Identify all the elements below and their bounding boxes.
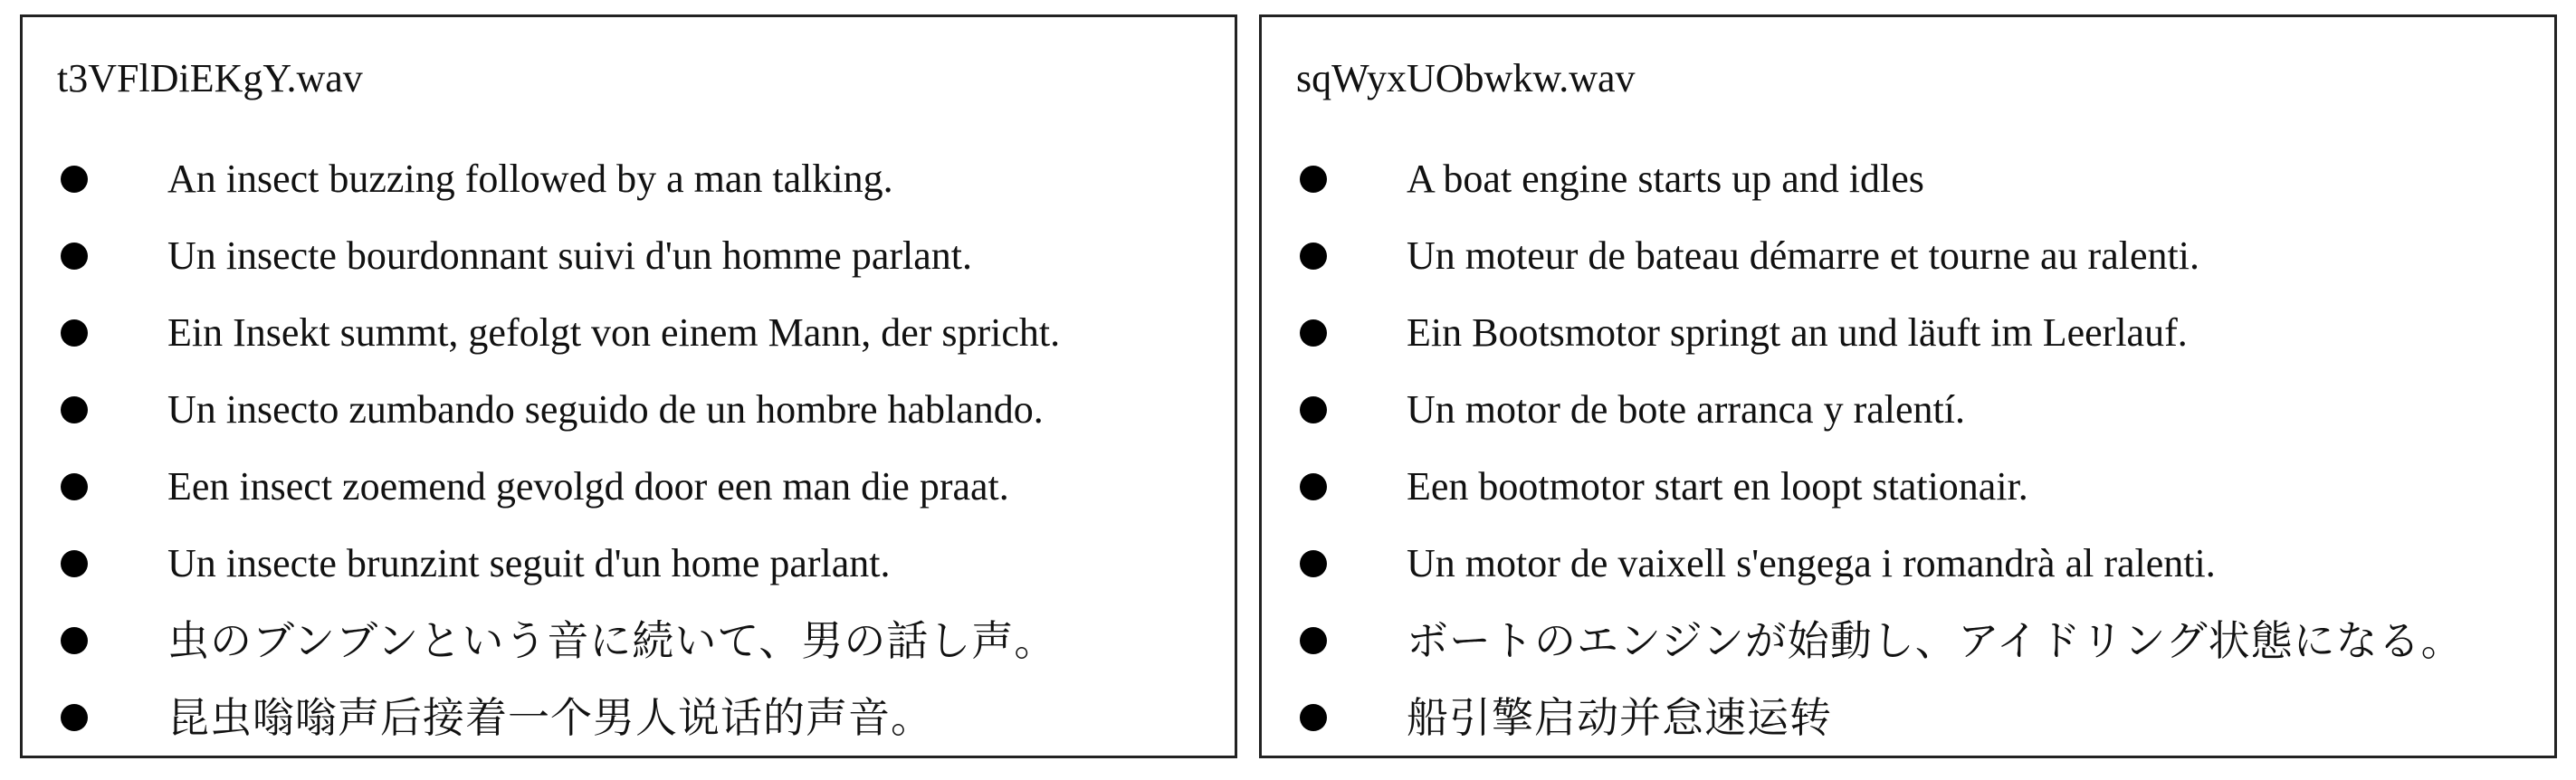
caption-text-de: Ein Insekt summt, gefolgt von einem Mann, der spricht. (167, 309, 1061, 355)
bullet-icon (61, 627, 88, 654)
caption-text-en: An insect buzzing followed by a man talking. (167, 156, 893, 201)
caption-text-de: Ein Bootsmotor springt an und läuft im Leerlauf. (1407, 309, 2188, 355)
bullet-icon (1300, 319, 1327, 347)
caption-text-ja: ボートのエンジンが始動し、アイドリング状態になる。 (1407, 615, 2464, 665)
bullet-icon (1300, 243, 1327, 270)
caption-panel-left (20, 14, 1237, 758)
audio-filename: t3VFlDiEKgY.wav (57, 56, 363, 100)
caption-text-es: Un insecto zumbando seguido de un hombre hablando. (167, 386, 1044, 432)
caption-text-ja: 虫のブンブンという音に続いて、男の話し声。 (167, 615, 1057, 665)
bullet-icon (61, 319, 88, 347)
caption-text-zh: 昆虫嗡嗡声后接着一个男人说话的声音。 (167, 692, 933, 742)
bullet-icon (61, 550, 88, 577)
caption-text-ca: Un insecte brunzint seguit d'un home parlant. (167, 540, 891, 585)
caption-text-en: A boat engine starts up and idles (1407, 156, 1924, 201)
caption-text-fr: Un insecte bourdonnant suivi d'un homme parlant. (167, 233, 972, 278)
bullet-icon (1300, 473, 1327, 500)
bullet-icon (1300, 704, 1327, 731)
bullet-icon (61, 166, 88, 193)
caption-text-ca: Un motor de vaixell s'engega i romandrà al ralenti. (1407, 540, 2216, 585)
caption-text-nl: Een insect zoemend gevolgd door een man die praat. (167, 463, 1009, 509)
caption-text-zh: 船引擎启动并怠速运转 (1407, 692, 1832, 742)
bullet-icon (61, 243, 88, 270)
bullet-icon (1300, 627, 1327, 654)
bullet-icon (1300, 550, 1327, 577)
caption-text-es: Un motor de bote arranca y ralentí. (1407, 386, 1965, 432)
bullet-icon (61, 704, 88, 731)
bullet-icon (1300, 166, 1327, 193)
audio-filename: sqWyxUObwkw.wav (1296, 56, 1636, 100)
caption-text-nl: Een bootmotor start en loopt stationair. (1407, 463, 2028, 509)
bullet-icon (1300, 396, 1327, 423)
caption-panel-right (1259, 14, 2557, 758)
bullet-icon (61, 396, 88, 423)
bullet-icon (61, 473, 88, 500)
caption-text-fr: Un moteur de bateau démarre et tourne au ralenti. (1407, 233, 2199, 278)
